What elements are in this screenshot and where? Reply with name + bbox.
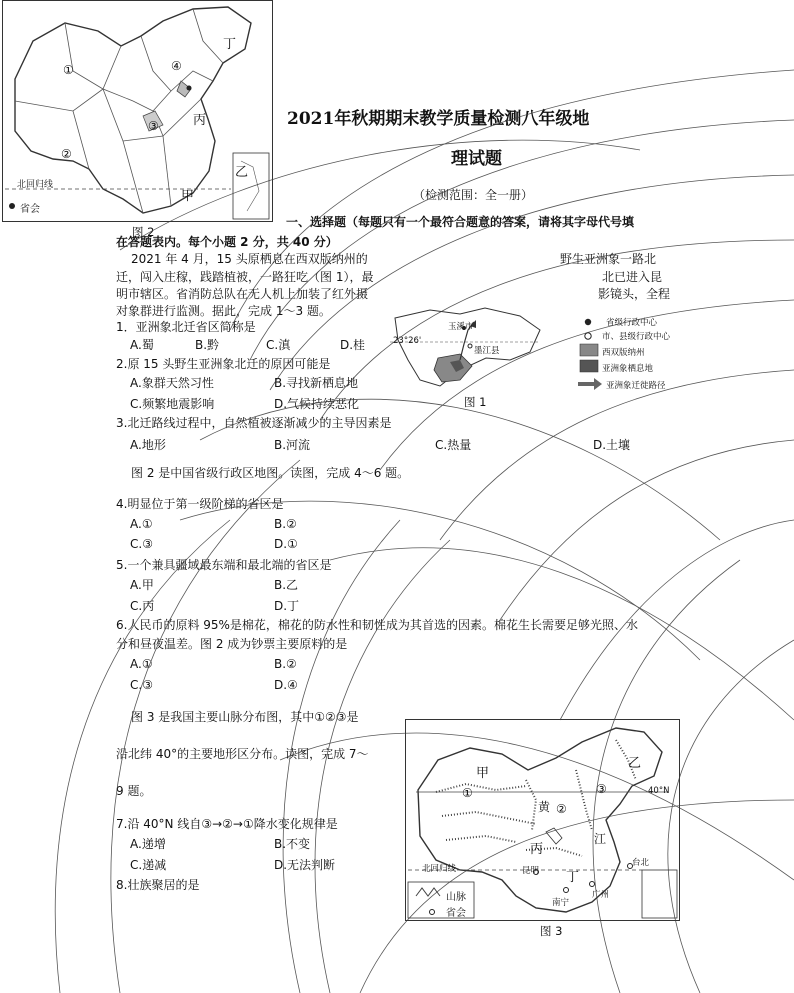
map2-mark-3: ③	[148, 119, 159, 133]
q2-stem: 2.原 15 头野生亚洲象北迁的原因可能是	[116, 357, 331, 371]
q7-option-b: B.不变	[274, 837, 311, 851]
map2-mark-2: ②	[61, 147, 72, 161]
q1-stem: 1．亚洲象北迁省区简称是	[116, 320, 256, 334]
q3-stem: 3.北迁路线过程中，自然植被逐渐减少的主导因素是	[116, 416, 392, 430]
map1-legend-route: 亚洲象迁徙路径	[606, 381, 666, 391]
q3-option-a: A.地形	[130, 438, 166, 452]
map1-lat-label: 23°26'	[393, 336, 422, 346]
map3-legend-mountain: 山脉	[446, 892, 466, 903]
map3-city-nanning: 南宁	[552, 898, 570, 908]
q6-stem-line2: 分和昼夜温差。图 2 成为钞票主要原料的是	[116, 637, 348, 651]
section-1-heading-b: 在答题表内。每个小题 2 分，共 40 分）	[116, 235, 338, 249]
section-1-heading-a: 一、选择题（每题只有一个最符合题意的答案，请将其字母代号填	[286, 215, 635, 229]
figure-1-migration-map	[390, 300, 680, 392]
map3-city-taibei: 台北	[632, 858, 650, 868]
intro-line-3: 明市辖区。省消防总队在无人机上加装了红外摄	[116, 287, 369, 301]
q6-stem-line1: 6.人民币的原料 95%是棉花，棉花的防水性和韧性成为其首选的因素。棉花生长需要足够光照、水	[116, 618, 638, 632]
map2-mark-yi: 乙	[235, 165, 249, 180]
map3-river-jiang: 江	[594, 832, 607, 846]
map3-mark-bing: 丙	[530, 842, 544, 857]
q3-option-d: D.土壤	[593, 438, 631, 452]
map3-river-huang: 黄	[538, 800, 551, 814]
q4-stem: 4.明显位于第一级阶梯的省区是	[116, 497, 284, 511]
q8-stem: 8.壮族聚居的是	[116, 878, 200, 892]
map3-mark-ding: 丁	[566, 870, 580, 885]
figure-3-mountain-map	[405, 719, 680, 921]
figure-2-caption: 图 2	[132, 225, 155, 239]
q1-option-c: C.滇	[266, 338, 291, 352]
q3-option-c: C.热量	[435, 438, 472, 452]
intro-3-line-2: 沿北纬 40°的主要地形区分布。读图，完成 7～	[116, 747, 369, 761]
map1-place-mojiang: 墨江县	[474, 346, 500, 356]
map1-legend-habitat: 亚洲象栖息地	[602, 364, 654, 374]
q7-option-a: A.递增	[130, 837, 166, 851]
map2-mark-1: ①	[63, 63, 74, 77]
q5-option-d: D.丁	[274, 599, 300, 613]
q4-option-c: C.③	[130, 537, 153, 551]
map2-legend-capital: 省会	[20, 204, 40, 215]
map2-mark-ding: 丁	[223, 37, 237, 52]
map1-legend-provincial: 省级行政中心	[606, 318, 658, 328]
map1-legend-county: 市、县级行政中心	[602, 332, 671, 342]
q2-option-b: B.寻找新栖息地	[274, 376, 359, 390]
map3-mark-1: ①	[462, 786, 473, 800]
q6-option-b: B.②	[274, 657, 297, 671]
intro-2: 图 2 是中国省级行政区地图。读图，完成 4～6 题。	[131, 466, 410, 480]
figure-2-province-map	[2, 0, 273, 222]
figure-1-caption: 图 1	[464, 395, 487, 409]
map3-city-guangzhou: 广州	[592, 890, 610, 900]
q2-option-c: C.频繁地震影响	[130, 397, 215, 411]
intro-line-2: 迁，闯入庄稼，践踏植被，一路狂吃（图 1），最	[116, 270, 374, 284]
map3-legend-capital: 省会	[446, 908, 466, 919]
q4-option-b: B.②	[274, 517, 297, 531]
intro-3-line-3: 9 题。	[116, 784, 152, 798]
q5-option-c: C.丙	[130, 599, 155, 613]
map3-mark-2: ②	[556, 802, 567, 816]
q7-option-c: C.递减	[130, 858, 167, 872]
map2-mark-jia: 甲	[181, 189, 195, 204]
map1-place-yuxi: 玉溪市	[448, 322, 474, 332]
q7-option-d: D.无法判断	[274, 858, 336, 872]
q1-option-d: D.桂	[340, 338, 366, 352]
q6-option-c: C.③	[130, 678, 153, 692]
intro-right-1: 野生亚洲象一路北	[560, 252, 657, 266]
q1-option-a: A.蜀	[130, 338, 154, 352]
q6-option-a: A.①	[130, 657, 153, 671]
map3-tropic-label: 北回归线	[422, 864, 457, 874]
intro-3-line-1: 图 3 是我国主要山脉分布图，其中①②③是	[131, 710, 359, 724]
q1-option-b: B.黔	[195, 338, 220, 352]
map3-city-kunming: 昆明	[522, 866, 540, 876]
intro-line-4: 对象群进行监测。据此，完成 1～3 题。	[116, 304, 331, 318]
map2-mark-4: ④	[171, 59, 182, 73]
map3-mark-jia: 甲	[476, 766, 490, 781]
map3-lat-label: 40°N	[648, 786, 670, 796]
exam-scope: （检测范围：全一册）	[413, 188, 534, 202]
q4-option-d: D.①	[274, 537, 298, 551]
q3-option-b: B.河流	[274, 438, 311, 452]
q5-option-b: B.乙	[274, 578, 299, 592]
map2-mark-bing: 丙	[193, 113, 207, 128]
intro-line-1: 2021 年 4 月，15 头原栖息在西双版纳州的	[131, 252, 368, 266]
q6-option-d: D.④	[274, 678, 298, 692]
map3-mark-3: ③	[596, 782, 607, 796]
intro-right-3: 影镜头，全程	[598, 287, 671, 301]
q2-option-d: D.气候持续恶化	[274, 397, 360, 411]
q5-stem: 5.一个兼具疆域最东端和最北端的省区是	[116, 558, 332, 572]
q5-option-a: A.甲	[130, 578, 154, 592]
figure-3-caption: 图 3	[540, 924, 563, 938]
exam-title-line2: 理试题	[451, 149, 502, 169]
intro-right-2: 北已进入昆	[602, 270, 663, 284]
map1-legend-xishuangbanna: 西双版纳州	[602, 348, 645, 358]
exam-title-line1: 2021年秋期期末教学质量检测八年级地	[287, 109, 590, 129]
q7-stem: 7.沿 40°N 线自③→②→①降水变化规律是	[116, 817, 338, 831]
map2-tropic-label: 北回归线	[17, 180, 54, 190]
q4-option-a: A.①	[130, 517, 153, 531]
q2-option-a: A.象群天然习性	[130, 376, 214, 390]
map3-mark-yi: 乙	[628, 756, 642, 771]
